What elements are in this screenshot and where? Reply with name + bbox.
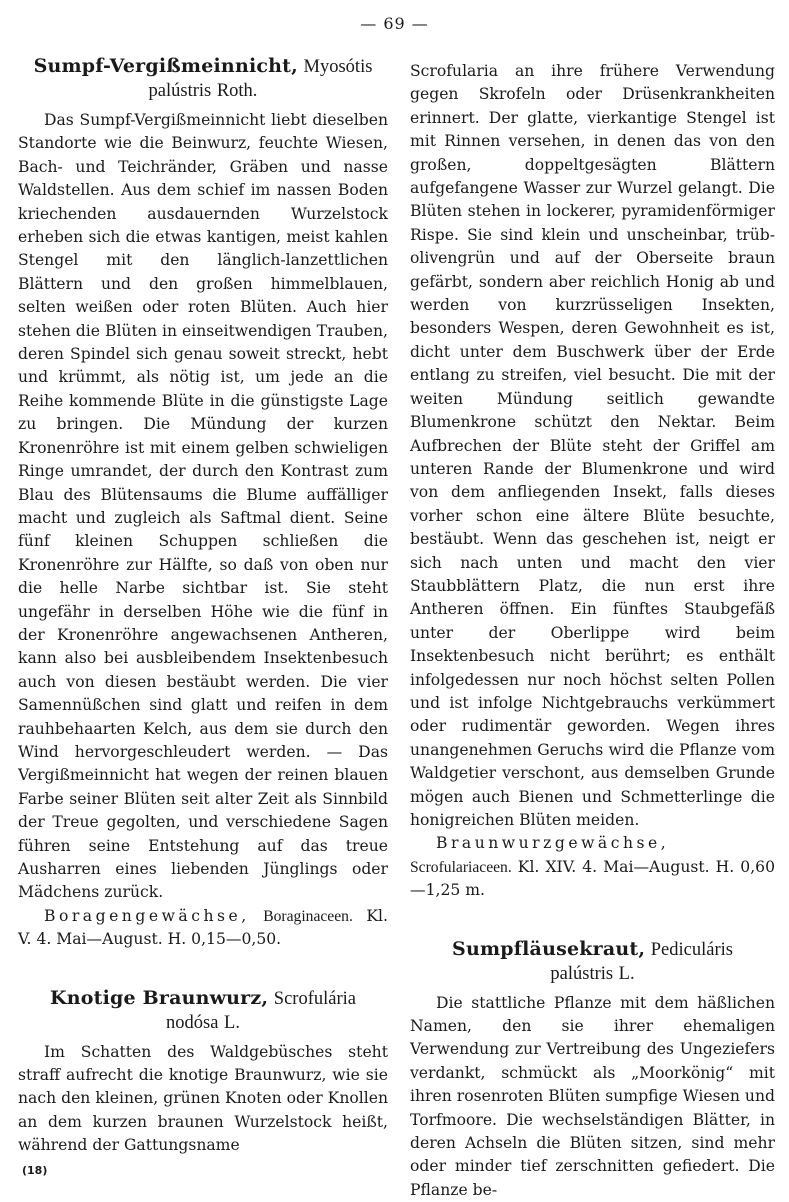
entry-body-text: Im Schatten des Waldgebüsches steht straff aufrecht die knotige Braunwurz, wie sie nach den kleinen, grünen Knoten oder Knollen an dem kurzen braunen Wurzelstock heißt, während der Gattungsname bbox=[18, 1042, 388, 1155]
entry-author: L. bbox=[618, 963, 635, 984]
entry-latin-species: palústris bbox=[148, 81, 212, 101]
entry-latin-species: palústris bbox=[550, 963, 614, 984]
family-name-german: Boragengewächse, bbox=[44, 906, 250, 925]
family-name-german: Braunwurzgewächse, bbox=[436, 834, 670, 853]
entry-latin-genus: Myosótis bbox=[303, 57, 373, 77]
entry-latin-species: nodósa bbox=[166, 1012, 219, 1033]
entry-title: Sumpf-Vergißmeinnicht, bbox=[33, 55, 298, 77]
family-name-latin: Boraginaceen. bbox=[263, 907, 353, 925]
entry-title: Knotige Braunwurz, bbox=[50, 986, 269, 1009]
page-number: — 69 — bbox=[360, 14, 429, 33]
entry-latin-genus: Scrofulária bbox=[273, 988, 356, 1009]
entry-family-line bbox=[410, 832, 775, 902]
entry-body-text: Das Sumpf-Vergißmeinnicht liebt dieselben Standorte wie die Beinwurz, feuchte Wiesen, Bach- und Teichränder, Gräben und nasse Waldstellen. Aus dem schief im nassen Boden kriechenden ausdauernden Wurzelstock erheben sich die etwas kantigen, meist kahlen Stengel mit den länglich-lanzettlichen Blättern und den großen himmelblauen, selten weißen oder roten Blüten. Auch hier stehen die Blüten in einseitwendigen Trauben, deren Spindel sich genau soweit streckt, hebt und krümmt, als nötig ist, um jede an die Reihe kommende Blüte in die günstigste Lage zu bringen. Die Mündung der kurzen Kronenröhre ist mit einem gelben schwieligen Ringe umrandet, der durch den Kontrast zum Blau des Blütensaums die Blume auffälliger macht und zugleich als Saftmal dient. Seine fünf kleinen Schuppen schließen die Kronenröhre zur Hälfte, so daß von oben nur die helle Narbe sichtbar ist. Sie steht ungefähr in derselben Höhe wie die fünf in der Kronenröhre angewachsenen Antheren, kann also bei ausbleibendem Insektenbesuch auch von diesen bestäubt werden. Die vier Samennüßchen sind glatt und reifen in dem rauhbehaarten Kelch, aus dem sie durch den Wind hervorgeschleudert werden. — Das Vergißmeinnicht hat wegen der reinen blauen Farbe seiner Blüten seit alter Zeit als Sinnbild der Treue gegolten, und verschiedene Sagen führen seine Entstehung auf das treue Ausharren eines liebenden Jünglings oder Mädchens zurück. bbox=[18, 111, 388, 902]
family-meta: Kl. XIV. 4. Mai—August. H. 0,60—1,25 m. bbox=[410, 857, 775, 900]
entry-heading-sumpf-vergissmeinnicht bbox=[18, 54, 388, 103]
entry-heading-knotige-braunwurz bbox=[18, 986, 388, 1035]
left-column bbox=[18, 54, 388, 1158]
entry-title: Sumpfläusekraut, bbox=[452, 937, 646, 960]
entry-author: Roth. bbox=[216, 81, 258, 101]
entry-body-text: Die stattliche Pflanze mit dem häßlichen Namen, den sie ihrer ehemaligen Verwendung zur Vertreibung des Ungeziefers verdankt, schmückt als „Moorkönig“ mit ihren rosenroten Blüten sumpfige Wiesen und Torfmoore. Die wechselständigen Blätter, in deren Achseln die Blüten sitzen, sind mehr oder minder tief zerschnitten gefiedert. Die Pflanze be- bbox=[410, 993, 775, 1199]
entry-latin-genus: Pediculáris bbox=[650, 939, 733, 960]
family-meta: Kl. V. 4. Mai—August. H. 0,15—0,50. bbox=[18, 906, 388, 949]
entry-body-text-continued: Scrofularia an ihre frühere Verwendung gegen Skrofeln oder Drüsenkrankheiten erinnert. Der glatte, vierkantige Stengel ist mit Rinnen versehen, in denen das von den großen, doppeltgesägten Blättern aufgefangene Wasser zur Wurzel gelangt. Die Blüten stehen in lockerer, pyramidenförmiger Rispe. Sie sind klein und unscheinbar, trüb-olivengrün und auf der Oberseite braun gefärbt, sondern aber reichlich Honig ab und werden von kurzrüsseligen Insekten, besonders Wespen, deren Gewohnheit es ist, dicht unter dem Buschwerk über der Erde entlang zu streifen, viel besucht. Die mit der weiten Mündung seitlich gewandte Blumenkrone schützt den Nektar. Beim Aufbrechen der Blüte steht der Griffel am unteren Rande der Blumenkrone und wird von dem anfliegenden Insekt, falls dieses vorher schon eine ältere Blüte besuchte, bestäubt. Wenn das geschehen ist, neigt er sich nach unten und macht den vier Staubblättern Platz, die nun erst ihre Antheren öffnen. Ein fünftes Staubgefäß unter der Oberlippe wird beim Insektenbesuch nicht berührt; es enthält infolgedessen nur noch höchst selten Pollen und ist infolge Nichtgebrauchs verkümmert oder rudimentär geworden. Wegen ihres unangenehmen Geruchs wird die Pflanze vom Waldgetier verschont, aus demselben Grunde mögen auch Bienen und Schmetterlinge die honigreichen Blüten meiden. bbox=[410, 62, 775, 829]
right-column bbox=[410, 60, 775, 1202]
entry-family-line bbox=[18, 905, 388, 952]
signature-mark: (18) bbox=[22, 1164, 48, 1177]
family-name-latin: Scrofulariaceen. bbox=[410, 858, 512, 876]
entry-author: L. bbox=[224, 1012, 240, 1033]
entry-heading-sumpflaeusekraut bbox=[410, 937, 775, 986]
